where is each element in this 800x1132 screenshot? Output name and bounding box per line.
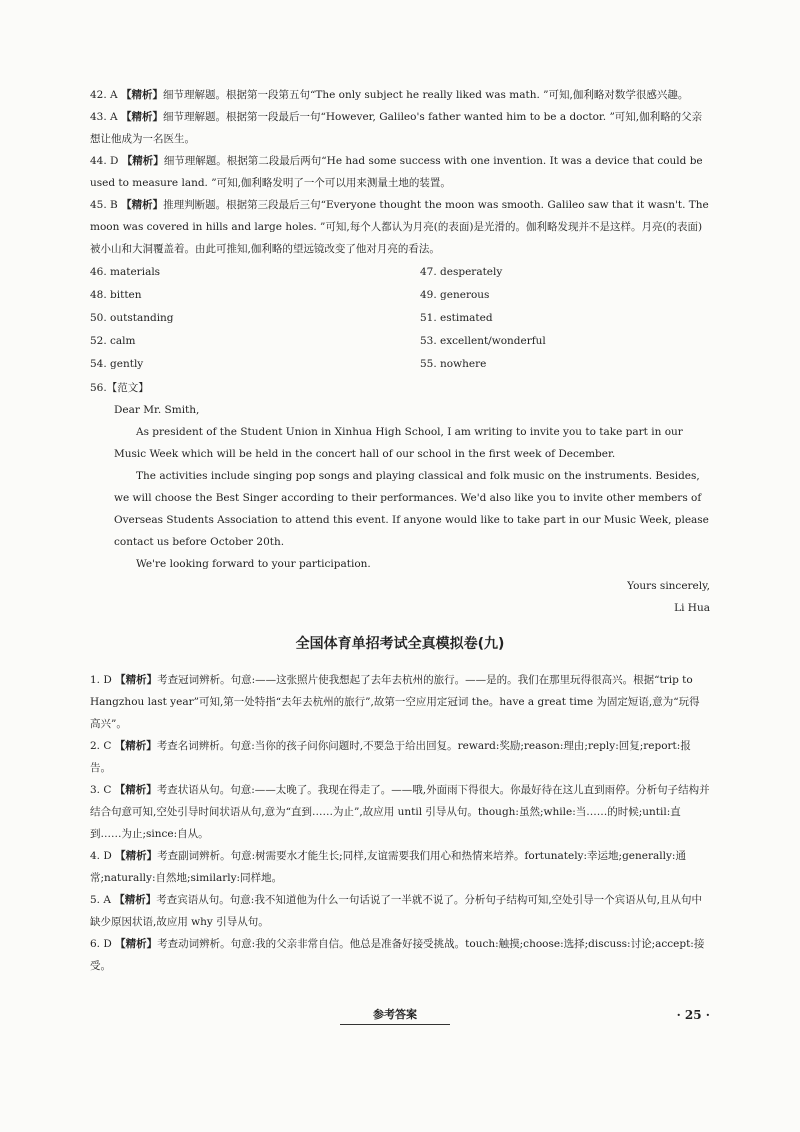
analysis-tag: 【精析】 xyxy=(121,155,164,167)
analysis-tag: 【精析】 xyxy=(121,199,164,211)
letter-signature: Li Hua xyxy=(674,602,710,614)
answer-3 xyxy=(90,779,710,845)
page-footer xyxy=(90,1006,710,1028)
analysis-tag: 【精析】 xyxy=(114,740,157,752)
answer-number: 42. A xyxy=(90,89,118,101)
analysis-tag: 【精析】 xyxy=(115,674,158,686)
blank-answers-grid xyxy=(90,261,710,376)
blank-answer: 53. excellent/wonderful xyxy=(420,335,546,347)
answer-5 xyxy=(90,889,710,933)
answer-number: 1. D xyxy=(90,674,112,686)
blank-answer: 54. gently xyxy=(90,358,144,370)
analysis-tag: 【精析】 xyxy=(114,894,157,906)
answer-4 xyxy=(90,845,710,889)
blank-answer: 47. desperately xyxy=(420,266,503,278)
section-title: 全国体育单招考试全真模拟卷(九) xyxy=(295,636,505,652)
answer-45 xyxy=(90,194,710,260)
sample-letter xyxy=(90,399,710,619)
answer-text: 考查冠词辨析。句意:——这张照片使我想起了去年去杭州的旅行。——是的。我们在那里玩得很高兴。根据“trip to Hangzhou last year”可知,第一处特指“去年去杭州的旅行”,故第一空应用定冠词 the。have a great time 为固定短语,意为“玩得高兴”。 xyxy=(90,674,700,730)
answer-6 xyxy=(90,933,710,977)
blank-answer: 51. estimated xyxy=(420,312,493,324)
answer-text: 考查状语从句。句意:——太晚了。我现在得走了。——哦,外面雨下得很大。你最好待在这儿直到雨停。分析句子结构并结合句意可知,空处引导时间状语从句,意为“直到……为止”,故应用 until 引导从句。though:虽然;while:当……的时候;until:直到……为止;since:自从。 xyxy=(90,784,710,840)
answer-text: 考查宾语从句。句意:我不知道他为什么一句话说了一半就不说了。分析句子结构可知,空处引导一个宾语从句,且从句中缺少原因状语,故应用 why 引导从句。 xyxy=(90,894,703,928)
answer-44 xyxy=(90,150,710,194)
essay-label: 56.【范文】 xyxy=(90,382,149,394)
answer-text: 考查名词辨析。句意:当你的孩子问你问题时,不要急于给出回复。reward:奖励;reason:理由;reply:回复;report:报告。 xyxy=(90,740,691,774)
answer-1 xyxy=(90,669,710,735)
letter-paragraph: The activities include singing pop songs and playing classical and folk music on the instruments. Besides, we will choose the Best Singer according to their performances. We'd also like you to invite other members of Overseas Students Association to attend this event. If anyone would like to take part in our Music Week, please contact us before October 20th. xyxy=(114,470,709,548)
blank-answer: 55. nowhere xyxy=(420,358,487,370)
analysis-tag: 【精析】 xyxy=(120,111,163,123)
blank-answer: 50. outstanding xyxy=(90,312,174,324)
answer-42 xyxy=(90,84,710,106)
answer-2 xyxy=(90,735,710,779)
answer-page xyxy=(90,84,710,977)
answer-text: 考查动词辨析。句意:我的父亲非常自信。他总是准备好接受挑战。touch:触摸;choose:选择;discuss:讨论;accept:接受。 xyxy=(90,938,705,972)
answer-number: 44. D xyxy=(90,155,119,167)
answer-number: 5. A xyxy=(90,894,111,906)
blank-answer: 52. calm xyxy=(90,335,136,347)
answer-text: 推理判断题。根据第三段最后三句“Everyone thought the moon was smooth. Galileo saw that it wasn't. The moon was covered in hills and large holes. ”可知,每个人都认为月亮(的表面)是光滑的。伽利略发现并不是这样。月亮(的表面)被小山和大洞覆盖着。由此可推知,伽利略的望远镜改变了他对月亮的看法。 xyxy=(90,199,709,255)
analysis-tag: 【精析】 xyxy=(114,784,157,796)
answer-number: 45. B xyxy=(90,199,118,211)
analysis-tag: 【精析】 xyxy=(120,89,163,101)
answer-number: 43. A xyxy=(90,111,118,123)
letter-paragraph: We're looking forward to your participation. xyxy=(136,558,371,570)
blank-answer: 48. bitten xyxy=(90,289,142,301)
answer-text: 考查副词辨析。句意:树需要水才能生长;同样,友谊需要我们用心和热情来培养。fortunately:幸运地;generally:通常;naturally:自然地;similarly:同样地。 xyxy=(90,850,686,884)
answer-text: 细节理解题。根据第一段第五句“The only subject he really liked was math. ”可知,伽利略对数学很感兴趣。 xyxy=(162,89,689,101)
letter-paragraph: As president of the Student Union in Xinhua High School, I am writing to invite you to take part in our Music Week which will be held in the concert hall of our school in the first week of December. xyxy=(114,426,683,460)
answer-text: 细节理解题。根据第一段最后一句“However, Galileo's father wanted him to be a doctor. ”可知,伽利略的父亲想让他成为一名医生。 xyxy=(90,111,703,145)
letter-salutation: Dear Mr. Smith, xyxy=(114,404,200,416)
analysis-tag: 【精析】 xyxy=(115,850,158,862)
answer-text: 细节理解题。根据第二段最后两句“He had some success with one invention. It was a device that could be used to measure land. ”可知,伽利略发明了一个可以用来测量土地的装置。 xyxy=(90,155,703,189)
answer-number: 3. C xyxy=(90,784,112,796)
answer-number: 2. C xyxy=(90,740,112,752)
letter-closing: Yours sincerely, xyxy=(627,580,710,592)
analysis-tag: 【精析】 xyxy=(115,938,158,950)
blank-answer: 49. generous xyxy=(420,289,490,301)
answer-number: 6. D xyxy=(90,938,112,950)
answer-43 xyxy=(90,106,710,150)
blank-answer: 46. materials xyxy=(90,266,161,278)
footer-title: 参考答案 xyxy=(340,1006,450,1025)
page-number: · 25 · xyxy=(676,1008,710,1022)
answer-number: 4. D xyxy=(90,850,112,862)
